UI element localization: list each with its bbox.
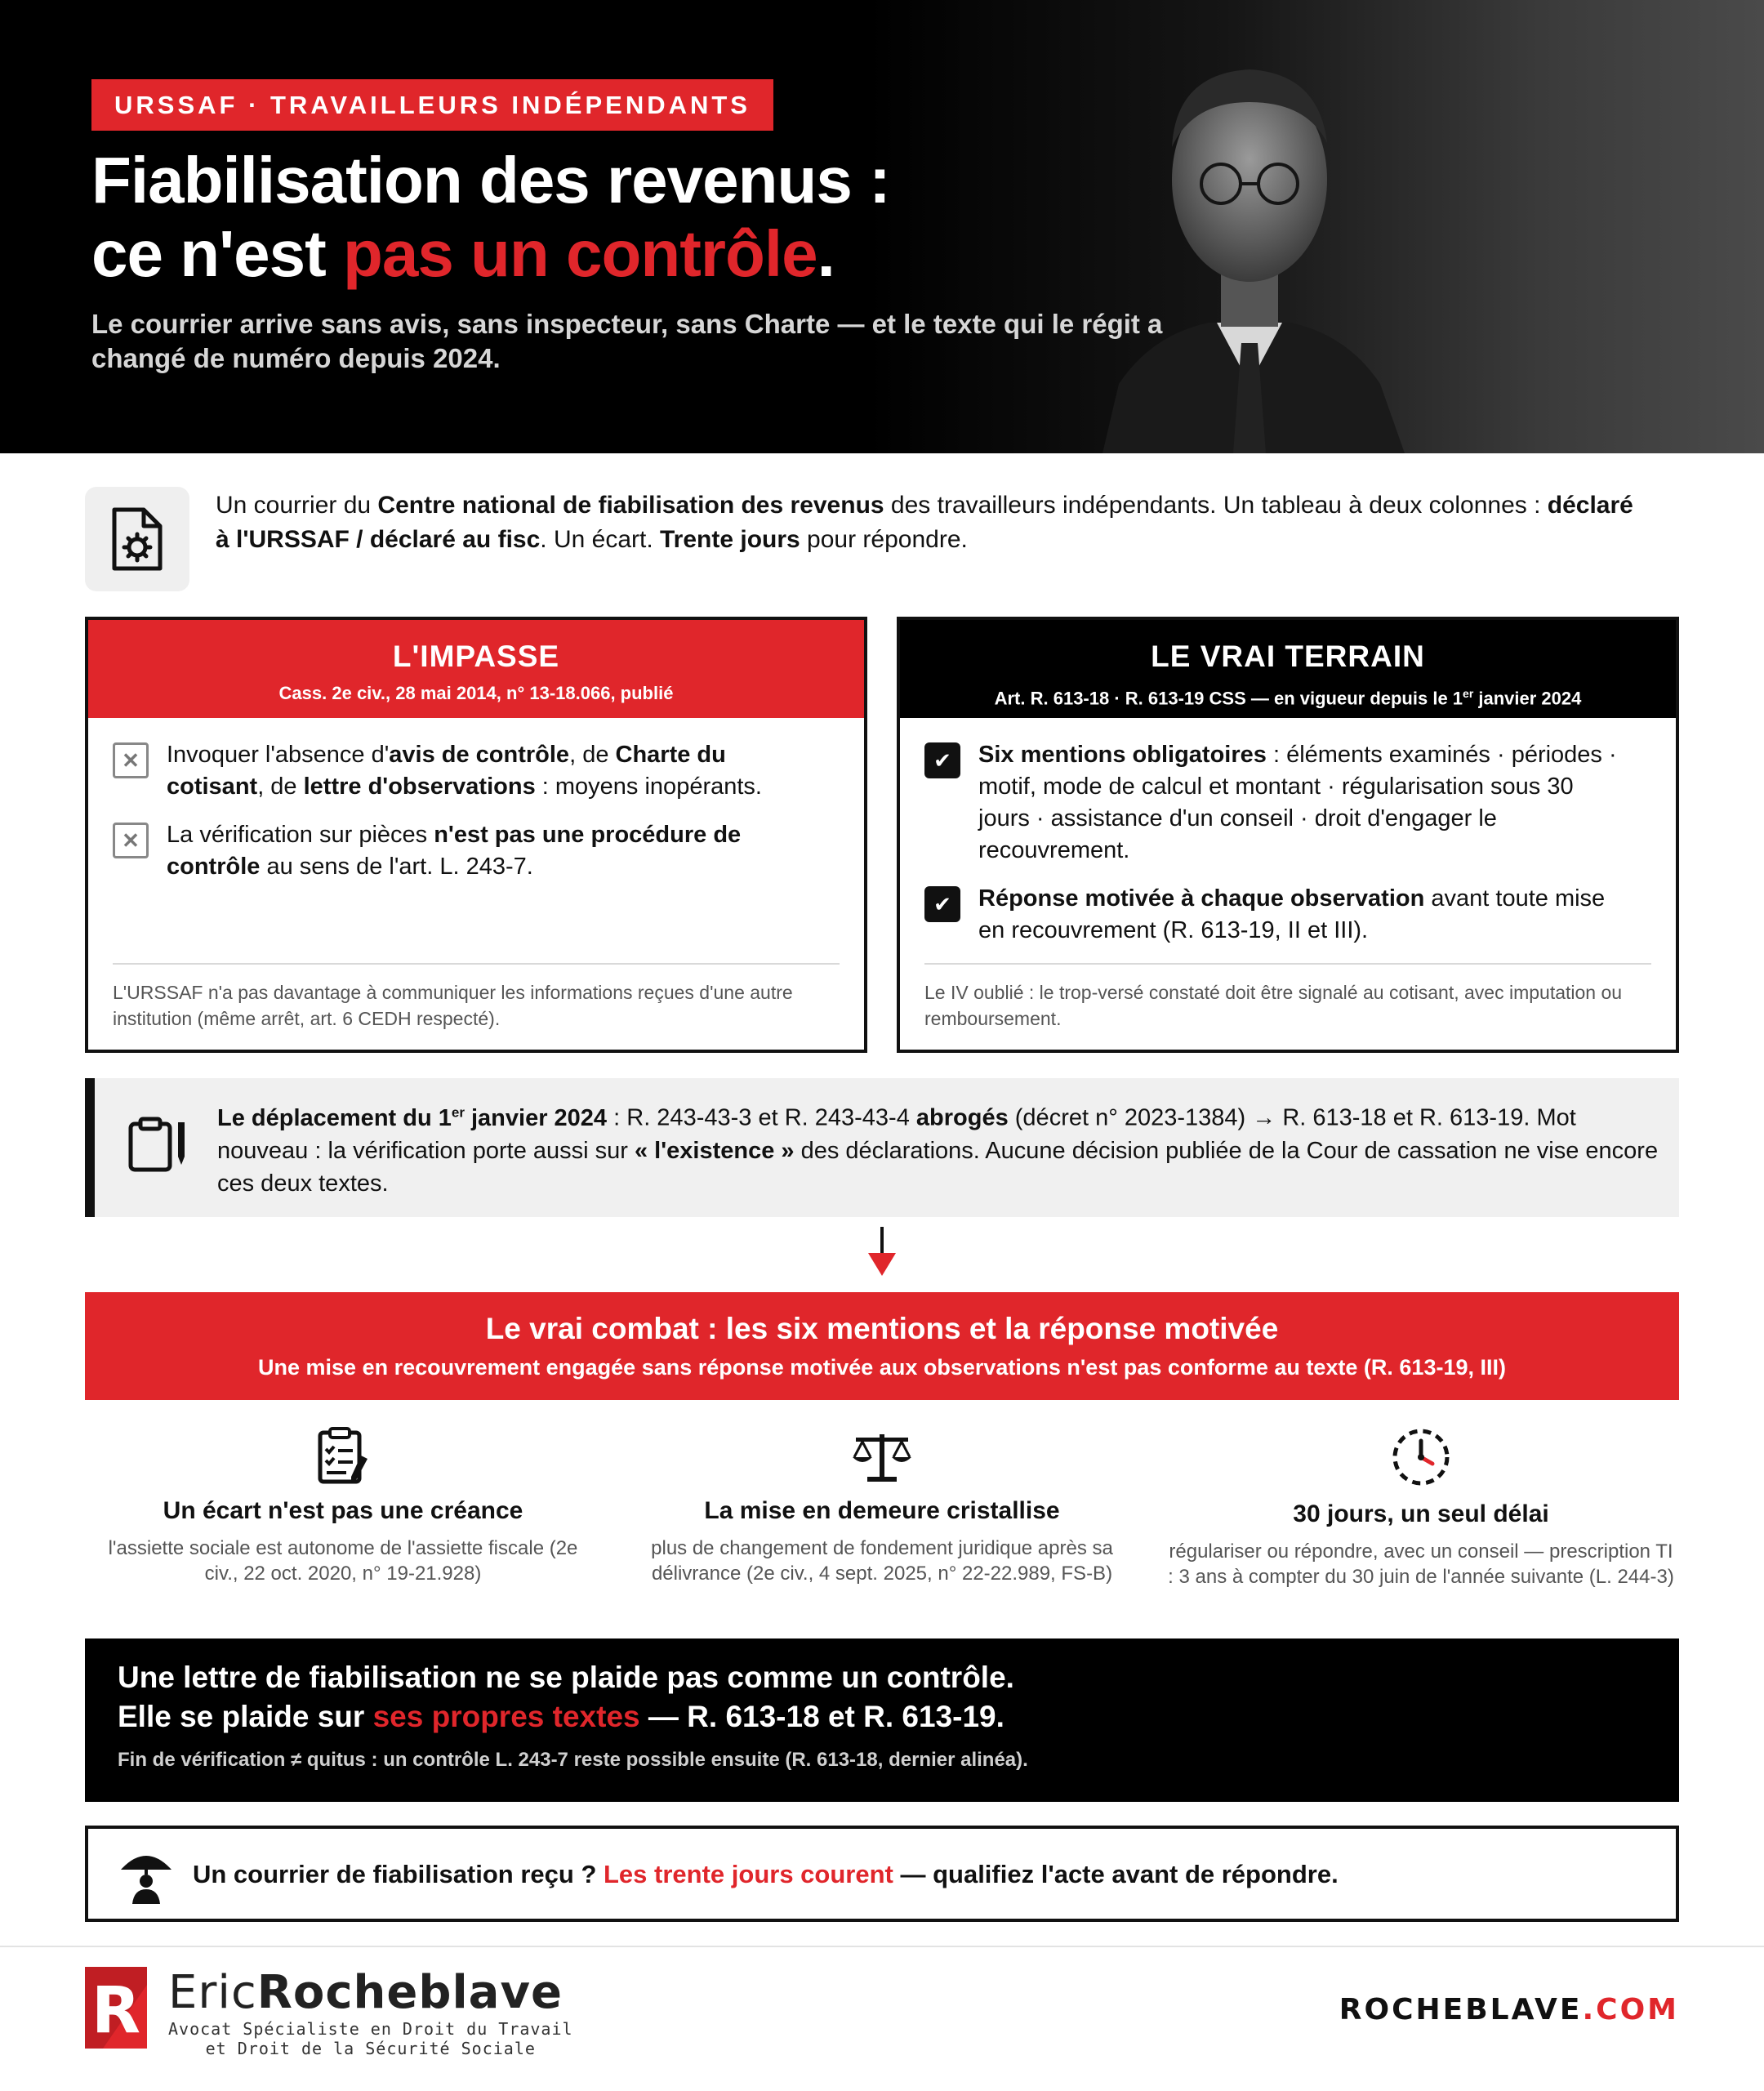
impasse-item-1-text: , de	[569, 742, 616, 768]
title-line-2a: ce n'est	[91, 217, 343, 290]
arrow-down-icon	[866, 1227, 898, 1277]
terrain-item-1	[924, 739, 1627, 867]
title-line-1: Fiabilisation des revenus :	[91, 144, 890, 216]
timer-icon	[1390, 1426, 1452, 1488]
impasse-item-2-text: au sens de l'art. L. 243-7.	[260, 854, 533, 880]
category-tag: URSSAF · TRAVAILLEURS INDÉPENDANTS	[91, 79, 773, 131]
intro-bold-2: déclaré à l'URSSAF / déclaré au fisc	[216, 492, 1633, 553]
terrain-item-1-text: : éléments examinés · périodes · motif, mode de calcul et montant · régularisation sous 30 jours · assistance d'un conseil · droit d'engager le recouvrement.	[978, 742, 1617, 863]
shift-sup: er	[451, 1104, 465, 1120]
check-icon: ✔	[924, 886, 960, 922]
cross-icon: ✕	[113, 823, 149, 858]
intro-text-4: pour répondre.	[800, 526, 968, 553]
page-title	[91, 144, 890, 291]
website-name[interactable]: ROCHEBLAVE	[1339, 1993, 1583, 2026]
cross-icon: ✕	[113, 742, 149, 778]
terrain-subtitle-a: Art. R. 613-18 · R. 613-19 CSS — en vigueur depuis le 1	[994, 688, 1463, 709]
conclusion-line-1: Une lettre de fiabilisation ne se plaide pas comme un contrôle.	[118, 1661, 1014, 1694]
conclusion-line-2a: Elle se plaide sur	[118, 1700, 373, 1733]
banner-subtitle: Une mise en recouvrement engagée sans réponse motivée aux observations n'est pas conforme au texte (R. 613-19, III)	[258, 1355, 1506, 1380]
impasse-header	[88, 620, 864, 718]
point-text: l'assiette sociale est autonome de l'assiette fiscale (2e civ., 22 oct. 2020, n° 19-21.928)	[108, 1537, 578, 1585]
title-line-2c: .	[817, 217, 835, 290]
point-ecart	[90, 1426, 596, 1586]
terrain-subtitle-sup: er	[1463, 687, 1474, 700]
document-gear-icon	[85, 487, 189, 591]
shift-bold-1b: janvier 2024	[464, 1104, 608, 1131]
terrain-item-2-text: avant toute mise en recouvrement (R. 613-19, II et III).	[978, 885, 1606, 943]
lawyer-portrait	[1070, 0, 1429, 453]
impasse-subtitle: Cass. 2e civ., 28 mai 2014, n° 13-18.066, publié	[278, 683, 674, 703]
website-link[interactable]	[1339, 1993, 1679, 2026]
impasse-item-1-text: , de	[257, 774, 304, 800]
scales-icon	[849, 1426, 915, 1485]
point-text: régulariser ou répondre, avec un conseil — prescription TI : 3 ans à compter du 30 juin de l'année suivante (L. 244-3)	[1168, 1540, 1674, 1588]
intro-bold-3: Trente jours	[660, 526, 800, 553]
conclusion-note: Fin de vérification ≠ quitus : un contrôle L. 243-7 reste possible ensuite (R. 613-18, dernier alinéa).	[118, 1749, 1028, 1771]
intro-text-1: Un courrier du	[216, 492, 378, 519]
svg-text:R: R	[91, 1974, 141, 2048]
terrain-panel	[897, 617, 1679, 1053]
shift-callout	[85, 1078, 1679, 1217]
website-tld[interactable]: .COM	[1582, 1993, 1679, 2026]
cta-text-2: — qualifiez l'acte avant de répondre.	[893, 1860, 1339, 1888]
terrain-header	[900, 620, 1676, 718]
point-trente-jours	[1168, 1426, 1674, 1589]
impasse-item-1-bold: lettre d'observations	[303, 774, 536, 800]
terrain-subtitle	[900, 680, 1676, 711]
shift-text-1: : R. 243-43-3 et R. 243-43-4	[607, 1104, 916, 1131]
conclusion-highlight: ses propres textes	[372, 1700, 640, 1733]
point-title: 30 jours, un seul délai	[1293, 1500, 1549, 1527]
impasse-item-1-bold: Charte du cotisant	[167, 742, 726, 800]
shift-bold-1: Le déplacement du 1	[217, 1104, 452, 1131]
point-text: plus de changement de fondement juridique après sa délivrance (2e civ., 4 sept. 2025, n° 22-22.989, FS-B)	[651, 1537, 1113, 1585]
check-icon: ✔	[924, 742, 960, 778]
intro-bold-1: Centre national de fiabilisation des revenus	[377, 492, 884, 519]
intro-paragraph	[216, 488, 1653, 557]
hero-lede: Le courrier arrive sans avis, sans inspecteur, sans Charte — et le texte qui le régit a changé de numéro depuis 2024.	[91, 309, 1163, 373]
terrain-note: Le IV oublié : le trop-versé constaté doit être signalé au cotisant, avec imputation ou remboursement.	[924, 963, 1651, 1032]
brand-first-name: Eric	[168, 1966, 257, 2019]
shift-bold-2: abrogés	[915, 1104, 1009, 1131]
impasse-item-2-bold: n'est pas une procédure de contrôle	[167, 822, 742, 880]
shift-text-2: (décret n° 2023-1384) → R. 613-18 et R. 613-19. Mot nouveau : la vérification porte aussi sur	[217, 1104, 1576, 1164]
impasse-title: L'IMPASSE	[392, 640, 560, 673]
cta-box	[85, 1826, 1679, 1922]
terrain-item-1-bold: Six mentions obligatoires	[978, 742, 1267, 768]
shift-text-3: des déclarations. Aucune décision publiée de la Cour de cassation ne vise encore ces deux textes.	[217, 1137, 1659, 1197]
rocheblave-logo	[85, 1967, 147, 2049]
clipboard-pen-icon	[127, 1116, 189, 1173]
impasse-item-1-text: Invoquer l'absence d'	[167, 742, 390, 768]
brand-last-name: Rocheblave	[256, 1966, 563, 2019]
footer-divider	[0, 1946, 1764, 1947]
banner-title: Le vrai combat : les six mentions et la réponse motivée	[485, 1312, 1279, 1345]
intro-text-3: . Un écart.	[540, 526, 660, 553]
terrain-subtitle-b: janvier 2024	[1473, 688, 1582, 709]
cta-text-1: Un courrier de fiabilisation reçu ?	[193, 1860, 604, 1888]
clipboard-checklist-icon	[314, 1426, 372, 1485]
impasse-panel	[85, 617, 867, 1053]
impasse-item-1	[113, 739, 815, 803]
shift-bold-3: « l'existence »	[635, 1137, 795, 1164]
conclusion-line-2	[118, 1697, 1646, 1737]
impasse-item-1-bold: avis de contrôle	[389, 742, 570, 768]
cta-highlight: Les trente jours courent	[604, 1860, 893, 1888]
intro-text-2: des travailleurs indépendants. Un tableau à deux colonnes :	[884, 492, 1548, 519]
point-title: Un écart n'est pas une créance	[163, 1497, 523, 1524]
impasse-item-1-text: : moyens inopérants.	[535, 774, 762, 800]
impasse-note: L'URSSAF n'a pas davantage à communiquer les informations reçues d'une autre institution (même arrêt, art. 6 CEDH respecté).	[113, 963, 840, 1032]
cta-text	[193, 1858, 1339, 1891]
conclusion-line-2c: — R. 613-18 et R. 613-19.	[639, 1700, 1004, 1733]
terrain-title: LE VRAI TERRAIN	[1151, 640, 1425, 673]
hero-header	[0, 0, 1764, 453]
shift-text	[217, 1096, 1671, 1200]
terrain-item-2-bold: Réponse motivée à chaque observation	[978, 885, 1425, 912]
point-title: La mise en demeure cristallise	[704, 1497, 1060, 1524]
umbrella-person-icon	[118, 1847, 175, 1904]
brand-block	[168, 1967, 573, 2058]
impasse-item-2-text: La vérification sur pièces	[167, 822, 434, 848]
brand-tagline-1: Avocat Spécialiste en Droit du Travail	[168, 2019, 573, 2039]
point-mise-en-demeure	[629, 1426, 1135, 1586]
brand-tagline-2: et Droit de la Sécurité Sociale	[205, 2039, 536, 2058]
combat-banner	[85, 1292, 1679, 1400]
terrain-item-2	[924, 883, 1627, 947]
conclusion-box	[85, 1638, 1679, 1802]
brand-name	[168, 1967, 573, 2019]
impasse-item-2	[113, 819, 815, 883]
title-line-2-highlight: pas un contrôle	[342, 217, 817, 290]
